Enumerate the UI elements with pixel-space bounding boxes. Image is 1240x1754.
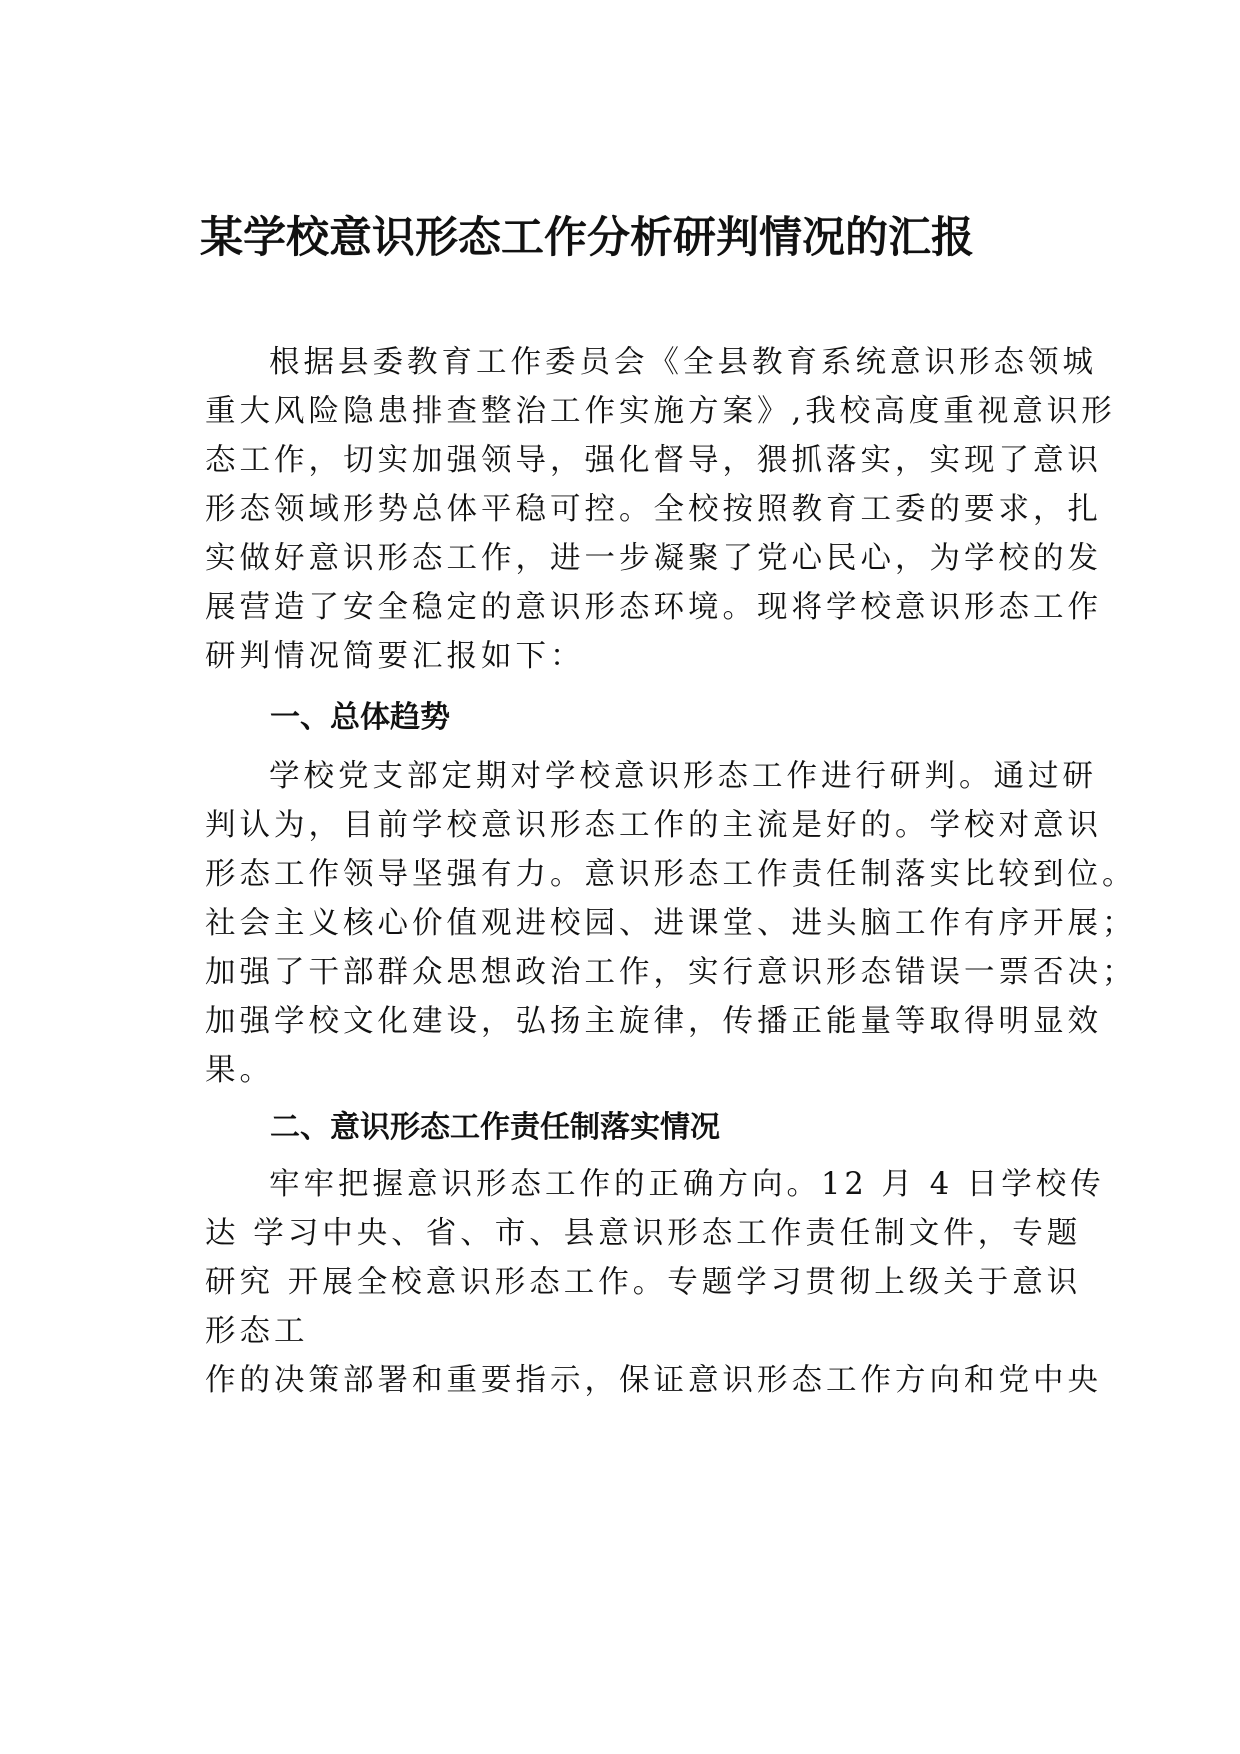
- section-heading: 二、意识形态工作责任制落实情况: [270, 1110, 720, 1145]
- section1-paragraph: [205, 752, 1137, 1095]
- paragraph-line: 加强学校文化建设，弘扬主旋律，传播正能量等取得明显效: [205, 1004, 1102, 1039]
- paragraph-line: 形态领域形势总体平稳可控。全校按照教育工委的要求，扎: [205, 492, 1102, 527]
- paragraph-line: 研究 开展全校意识形态工作。专题学习贯彻上级关于意识: [205, 1265, 1082, 1300]
- paragraph-line: 展营造了安全稳定的意识形态环境。现将学校意识形态工作: [205, 590, 1102, 625]
- paragraph-line: 研判情况简要汇报如下：: [205, 639, 585, 674]
- paragraph-line: 态工作，切实加强领导，强化督导，猥抓落实，实现了意识: [205, 443, 1102, 478]
- paragraph-line: 重大风险隐患排查整治工作实施方案》,我校高度重视意识形: [205, 394, 1116, 429]
- paragraph-line: 果。: [205, 1053, 274, 1088]
- paragraph-line: 形态工: [205, 1314, 309, 1349]
- intro-paragraph: [205, 338, 1116, 681]
- paragraph-line: 达 学习中央、省、市、县意识形态工作责任制文件，专题: [205, 1216, 1082, 1251]
- paragraph-line: 作的决策部署和重要指示，保证意识形态工作方向和党中央: [205, 1363, 1102, 1398]
- paragraph-line: 牢牢把握意识形态工作的正确方向。12 月 4 日学校传: [269, 1167, 1105, 1202]
- paragraph-line: 判认为，目前学校意识形态工作的主流是好的。学校对意识: [205, 808, 1102, 843]
- paragraph-line: 学校党支部定期对学校意识形态工作进行研判。通过研: [269, 759, 1097, 794]
- paragraph-line: 社会主义核心价值观进校园、进课堂、进头脑工作有序开展；: [205, 906, 1137, 941]
- paragraph-line: 加强了干部群众思想政治工作，实行意识形态错误一票否决；: [205, 955, 1137, 990]
- paragraph-line: 形态工作领导坚强有力。意识形态工作责任制落实比较到位。: [205, 857, 1137, 892]
- paragraph-line: 根据县委教育工作委员会《全县教育系统意识形态领城: [269, 345, 1097, 380]
- section2-paragraph: [205, 1160, 1105, 1405]
- document-title: 某学校意识形态工作分析研判情况的汇报: [200, 213, 974, 263]
- paragraph-line: 实做好意识形态工作，进一步凝聚了党心民心，为学校的发: [205, 541, 1102, 576]
- section-heading: 一、总体趋势: [270, 700, 450, 735]
